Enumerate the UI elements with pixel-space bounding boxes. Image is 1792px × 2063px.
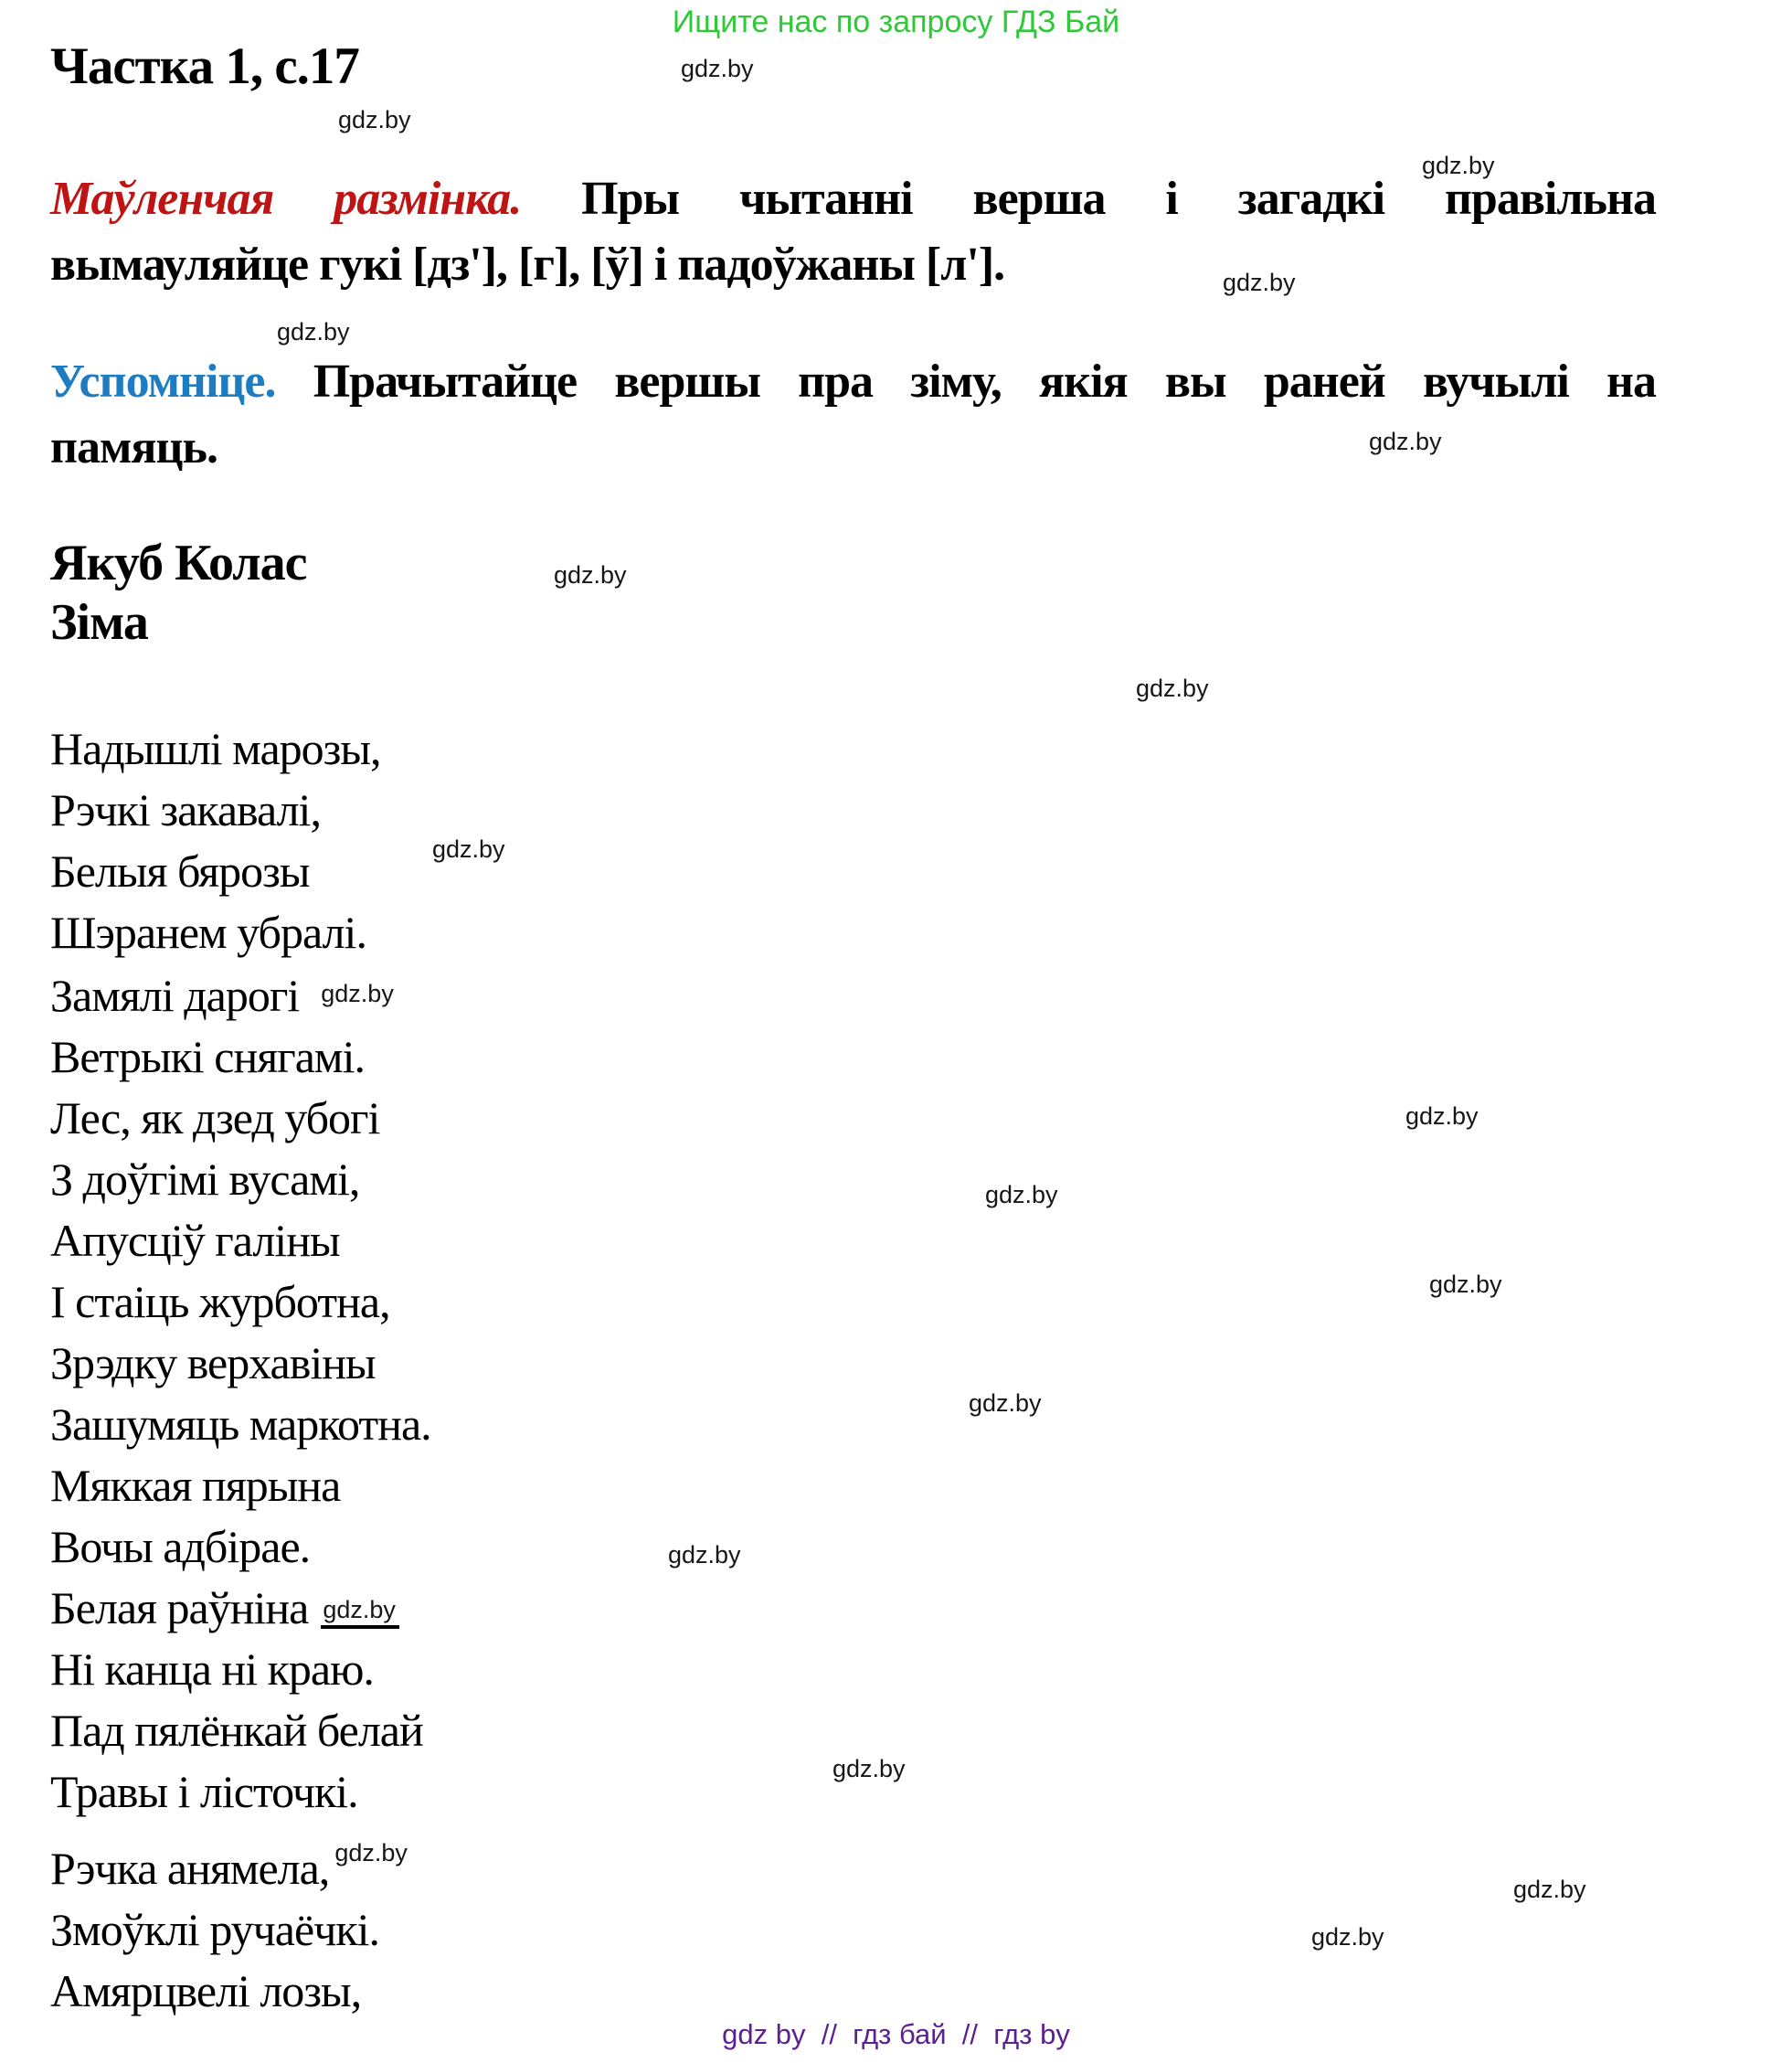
gdzby-watermark: gdz.by <box>554 561 627 589</box>
gdzby-watermark: gdz.by <box>277 318 350 346</box>
gdzby-watermark-inline: gdz.by <box>334 1839 408 1866</box>
poem-line <box>50 1271 431 1333</box>
gdzby-watermark: gdz.by <box>969 1389 1042 1417</box>
poem-line <box>50 1823 431 1899</box>
poem-line-text: Рэчкі закавалі, <box>50 784 321 835</box>
gdzby-watermark: gdz.by <box>1311 1923 1384 1951</box>
poem-line-text: Апусціў галіны <box>50 1215 340 1266</box>
exercise-warmup-heading: Маўленчая размінка. <box>50 173 522 225</box>
gdzby-watermark-inline: gdz.by <box>321 980 394 1007</box>
poem-line-text: Травы і лісточкі. <box>50 1766 358 1817</box>
exercise-remember-line2: памяць. <box>50 421 217 473</box>
poem-line <box>50 1899 431 1961</box>
poem-line <box>50 1639 431 1700</box>
gdzby-watermark: gdz.by <box>338 106 411 133</box>
poem-line-text: Рэчка анямела, <box>50 1843 330 1894</box>
poem-line-text: Ветрыкі снягамі. <box>50 1031 365 1082</box>
promo-banner: Ищите нас по запросу ГДЗ Бай <box>672 5 1120 39</box>
poem-line <box>50 902 431 963</box>
poem-line <box>50 841 431 902</box>
poem-line-text: З доўгімі вусамі, <box>50 1154 360 1205</box>
poem-line-text: І стаіць журботна, <box>50 1276 390 1327</box>
poem-line <box>50 963 431 1026</box>
gdzby-watermark: gdz.by <box>1513 1876 1586 1903</box>
poem-line-text: Зрэдку верхавіны <box>50 1337 376 1388</box>
poem-line-text: Зашумяць маркотна. <box>50 1398 431 1450</box>
poem-line-text: Белыя бярозы <box>50 845 310 897</box>
poem-line <box>50 780 431 841</box>
exercise-warmup-text: Пры чытанні верша і загадкі правільна <box>581 173 1656 225</box>
poem-line-text: Надышлі марозы, <box>50 723 381 774</box>
poem-title: Зіма <box>50 594 148 651</box>
poem-line <box>50 1333 431 1394</box>
poem-line-text: Лес, як дзед убогі <box>50 1092 380 1143</box>
page-title: Частка 1, с.17 <box>50 37 359 95</box>
poem-line <box>50 1700 431 1761</box>
poem-line <box>50 1516 431 1578</box>
footer-watermark: gdz by // гдз бай // гдз by <box>722 2018 1070 2050</box>
poem-line <box>50 1761 431 1823</box>
poem-line-text: Шэранем убралі. <box>50 907 366 958</box>
gdzby-watermark: gdz.by <box>1136 675 1209 702</box>
poem-line <box>50 1961 431 2022</box>
poem-line-text: Вочы адбірае. <box>50 1521 311 1572</box>
gdzby-watermark-inline: gdz.by <box>321 1598 399 1629</box>
poem-line-text: Белая раўніна <box>50 1582 309 1633</box>
gdzby-watermark: gdz.by <box>681 55 754 82</box>
poem-line <box>50 1088 431 1149</box>
poem-line <box>50 1210 431 1271</box>
gdzby-watermark: gdz.by <box>985 1181 1058 1208</box>
gdzby-watermark: gdz.by <box>1429 1271 1502 1298</box>
exercise-remember-heading: Успомніце. <box>50 356 276 408</box>
gdzby-watermark: gdz.by <box>832 1755 906 1782</box>
gdzby-watermark: gdz.by <box>1405 1102 1479 1130</box>
poem-line <box>50 1455 431 1516</box>
poem-line <box>50 718 431 780</box>
poem-line <box>50 1394 431 1455</box>
poem-line-text: Ні канца ні краю. <box>50 1643 374 1695</box>
poem-line-text: Мяккая пярына <box>50 1460 341 1511</box>
poem-line-text: Амярцвелі лозы, <box>50 1965 362 2016</box>
exercise-warmup-line2: вымауляйце гукі [дз'], [г], [ў] і падоўжаны [л']. <box>50 239 1005 291</box>
gdzby-watermark: gdz.by <box>1422 152 1495 179</box>
poem-line-text: Замялі дарогі <box>50 970 300 1021</box>
poem-text <box>50 718 431 2022</box>
exercise-speech-warmup <box>50 166 1656 298</box>
poem-line <box>50 1026 431 1088</box>
poem-line-text: Змоўклі ручаёчкі. <box>50 1904 380 1955</box>
poem-author: Якуб Колас <box>50 535 307 591</box>
poem-line-text: Пад пялёнкай белай <box>50 1705 423 1756</box>
poem-header <box>50 534 307 653</box>
gdzby-watermark: gdz.by <box>1369 428 1442 455</box>
poem-line <box>50 1149 431 1210</box>
exercise-remember-text: Прачытайце вершы пра зіму, якія вы раней вучылі на <box>313 356 1656 408</box>
exercise-remember <box>50 349 1656 481</box>
gdzby-watermark: gdz.by <box>1223 269 1296 296</box>
gdzby-watermark: gdz.by <box>432 835 505 863</box>
exercise-warmup-line1 <box>50 166 1656 232</box>
poem-line <box>50 1578 431 1639</box>
gdzby-watermark: gdz.by <box>668 1541 741 1569</box>
exercise-remember-line1 <box>50 349 1656 415</box>
